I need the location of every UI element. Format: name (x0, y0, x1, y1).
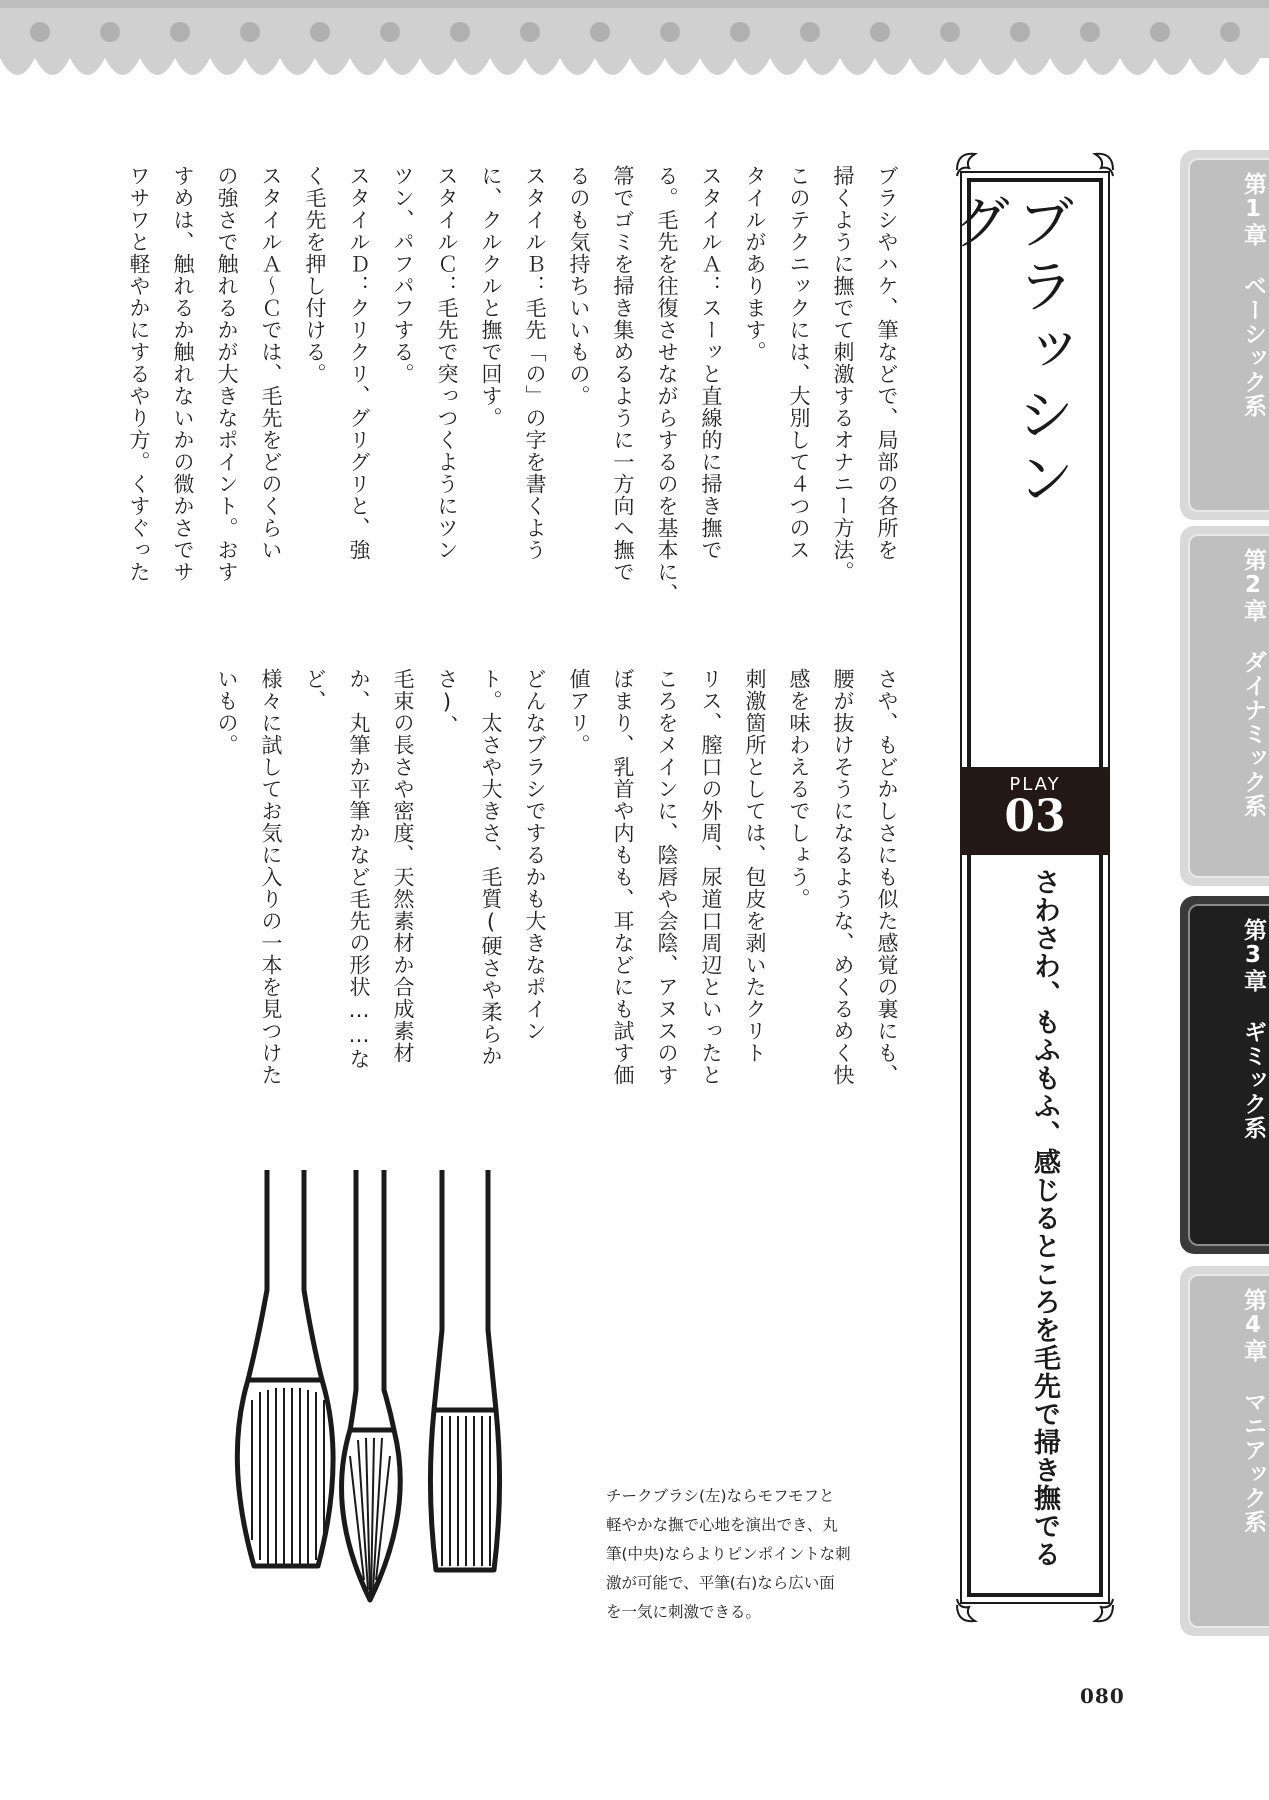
body-text-lower: さや、もどかしさにも似た感覚の裏にも、 腰が抜けそうになるような、めくるめく快 感を味わえるでしょう。 刺激箇所としては、包皮を剥いたクリト リス、膣口の外周、尿道口周辺といったと ころをメインに、陰唇や会陰、アヌスのす ぼまり、乳首や内もも、耳などにも試す価 値アリ。 どんなブラシでするかも大きなポイン ト。太さや大きさ、毛質(硬さや柔らかさ)、 毛束の長さや密度、天然素材か合成素材 か、丸筆か平筆かなど毛先の形状……など、 様々に試してお気に入りの一本を見つけた いもの。 (215, 668, 899, 1086)
play-badge (960, 767, 1110, 855)
play-number: 03 (1004, 791, 1066, 842)
chapter-tab-3[interactable] (1180, 896, 1269, 1254)
chapter-tab-2[interactable] (1180, 526, 1269, 886)
page-number: 080 (1080, 1684, 1125, 1708)
flat-brush-icon (430, 1170, 499, 1570)
chapter-tab-4[interactable] (1180, 1266, 1269, 1636)
body-text-upper: ブラシやハケ、筆などで、局部の各所を 掃くように撫でて刺激するオナニー方法。 このテクニックには、大別して４つのス タイルがあります。 スタイルＡ：スーッと直線的に掃き撫で る。毛先を往復させながらするのを基本に、 箒でゴミを掃き集めるように一方向へ撫で るのも気持ちいいもの。 スタイルＢ：毛先「の」の字を書くよう に、クルクルと撫で回す。 スタイルＣ：毛先で突っつくようにツン ツン、パフパフする。 スタイルＤ：クリクリ、グリグリと、強 く毛先を押し付ける。 スタイルＡ～Ｃでは、毛先をどのくらい の強さで触れるかが大きなポイント。おす すめは、触れるか触れないかの微かさでサ ワサワと軽やかにするやり方。くすぐった (127, 165, 899, 605)
cheek-brush-icon (237, 1170, 333, 1566)
play-label: PLAY (1009, 774, 1061, 795)
brush-illustration (230, 1160, 600, 1620)
lace-border (0, 0, 1269, 96)
illustration-caption: チークブラシ(左)ならモフモフと 軽やかな撫で心地を演出でき、丸 筆(中央)ならよりピンポイントな刺 激が可能で、平筆(右)なら広い面 を一気に刺激できる。 (606, 1487, 851, 1621)
chapter-tab-label: 第3章 ギミック系 (1240, 918, 1266, 1140)
page-subtitle: さわさわ、もふもふ、感じるところを毛先で掃き撫でる (1029, 868, 1060, 1568)
chapter-tab-label: 第4章 マニアック系 (1240, 1288, 1266, 1534)
chapter-tab-label: 第1章 ベーシック系 (1240, 172, 1266, 418)
chapter-tab-label: 第2章 ダイナミック系 (1240, 548, 1266, 818)
round-brush-icon (342, 1170, 401, 1600)
page-title: ブラッシング (943, 192, 1075, 512)
chapter-tab-1[interactable] (1180, 150, 1269, 520)
